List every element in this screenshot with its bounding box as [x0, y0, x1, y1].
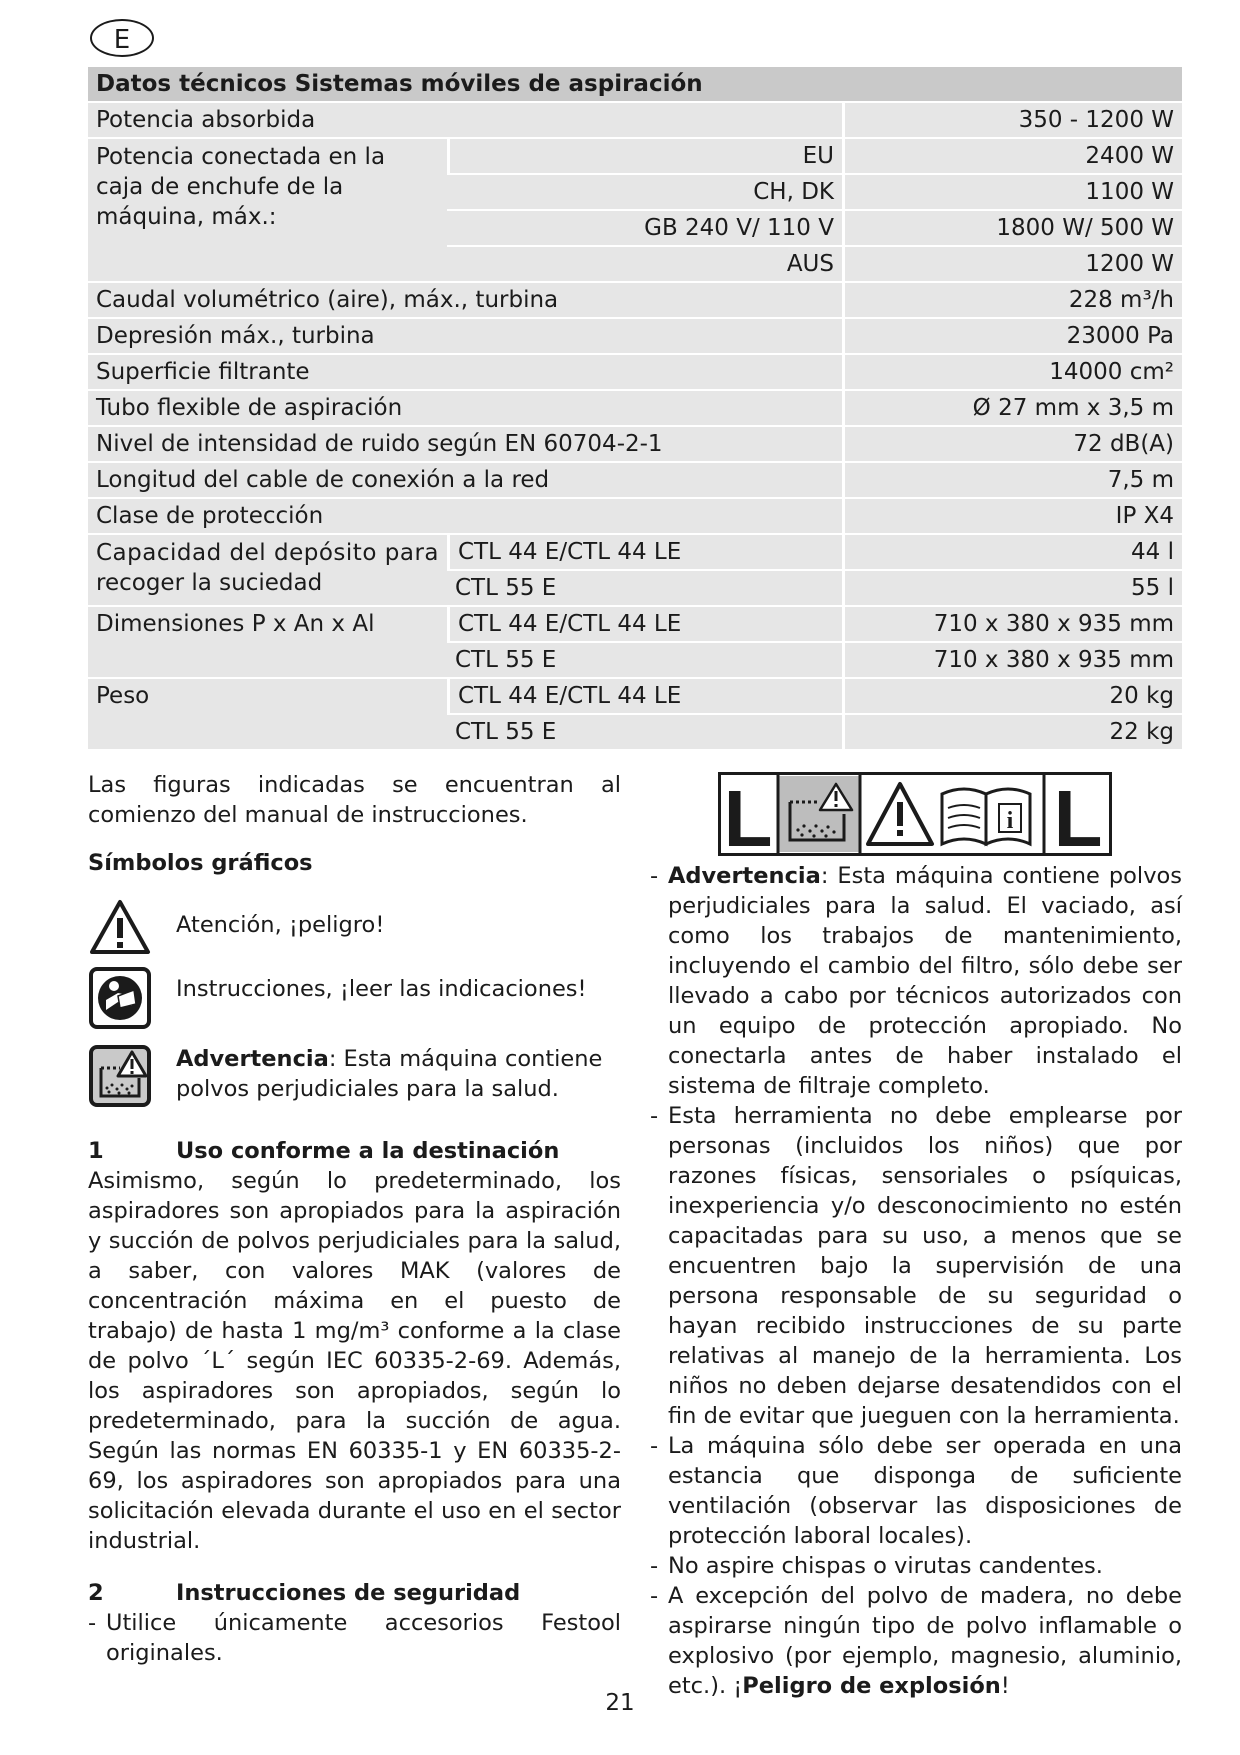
row-label: Potencia conectada en la caja de enchufe de la máquina, máx.:	[88, 139, 447, 281]
list-item-text: : Esta máquina contiene polvos perjudiciales para la salud. El vaciado, así como los trabajos de mantenimiento, incluyendo el cambio del filtro, sólo debe ser llevado a cabo por técnicos autorizados con un equipo de protección apropiado. No conectarla antes de haber instalado el sistema de filtraje completo.	[668, 863, 1182, 1099]
row-label: Depresión máx., turbina	[88, 319, 842, 353]
language-badge: E	[90, 19, 154, 57]
symbol-row	[88, 966, 621, 1030]
symbols-heading: Símbolos gráficos	[88, 850, 313, 876]
region-cell: GB 240 V/ 110 V	[447, 211, 842, 245]
section-2-list	[88, 1608, 621, 1668]
list-item-text: !	[1000, 1673, 1010, 1699]
model-cell: CTL 44 E/CTL 44 LE	[447, 535, 842, 569]
model-cell: CTL 55 E	[447, 643, 842, 677]
row-label: Potencia absorbida	[88, 103, 842, 137]
model-cell: CTL 44 E/CTL 44 LE	[447, 679, 842, 713]
region-cell: AUS	[447, 247, 842, 281]
table-row	[88, 319, 1182, 353]
table-row	[88, 391, 1182, 425]
section-heading: Uso conforme a la destinación	[176, 1138, 560, 1164]
row-value: 22 kg	[842, 715, 1182, 749]
row-label: Clase de protección	[88, 499, 842, 533]
model-cell: CTL 55 E	[447, 715, 842, 749]
row-label: Dimensiones P x An x Al	[88, 607, 447, 677]
table-row	[88, 103, 1182, 137]
row-label: Caudal volumétrico (aire), máx., turbina	[88, 283, 842, 317]
row-value: 7,5 m	[842, 463, 1182, 497]
row-value: Ø 27 mm x 3,5 m	[842, 391, 1182, 425]
svg-text:i: i	[1006, 808, 1014, 834]
section-heading: Instrucciones de seguridad	[176, 1580, 521, 1606]
row-value: 72 dB(A)	[842, 427, 1182, 461]
list-item: - La máquina sólo debe ser operada en una estancia que disponga de suficiente ventilación (observar las disposiciones de protección laboral locales).	[650, 1431, 1182, 1551]
row-value: 1100 W	[842, 175, 1182, 209]
list-item: - No aspire chispas o virutas candentes.	[650, 1551, 1182, 1581]
list-item-text: A excepción del polvo de madera, no debe aspirarse ningún tipo de polvo inflamable o explosivo (por ejemplo, magnesio, aluminio, etc.). ¡	[668, 1583, 1182, 1699]
row-label: Peso	[88, 679, 447, 749]
symbol-row	[88, 1044, 621, 1108]
symbol-row	[88, 896, 621, 960]
list-item: - Esta herramienta no debe emplearse por personas (incluidos los niños) que por razones físicas, sensoriales o psíquicas, inexperiencia y/o desconocimiento no estén capacitadas para su uso, a menos que se encuentren bajo la supervisión de una persona responsable de su seguridad o hayan recibido instrucciones de su parte relativas al manejo de la herramienta. Los niños no deben dejarse desatendidos con el fin de evitar que jueguen con la herramienta.	[650, 1101, 1182, 1431]
section-2-title	[88, 1578, 621, 1608]
safety-list	[650, 861, 1182, 1701]
row-label: Superficie filtrante	[88, 355, 842, 389]
row-label: Nivel de intensidad de ruido según EN 60704-2-1	[88, 427, 842, 461]
dust-class-letter: L	[723, 774, 773, 856]
row-value: 20 kg	[842, 679, 1182, 713]
table-row	[88, 679, 1182, 713]
list-item	[650, 1581, 1182, 1701]
capacity-label-line: recoger la suciedad	[96, 570, 323, 596]
symbol-text: Atención, ¡peligro!	[176, 912, 385, 938]
dust-class-letter: L	[1053, 774, 1103, 856]
table-row	[88, 355, 1182, 389]
section-number: 1	[88, 1138, 104, 1164]
table-title: Datos técnicos Sistemas móviles de aspiración	[88, 67, 1182, 101]
row-value: 1200 W	[842, 247, 1182, 281]
section-1-text: Asimismo, según lo predeterminado, los aspiradores son apropiados para la aspiración y succión de polvos perjudiciales para la salud, a saber, con valores MAK (valores de concentración máxima en el puesto de trabajo) de hasta 1 mg/m³ conforme a la clase de polvo ´L´ según IEC 60335-2-69. Además, los aspiradores son apropiados, según lo predeterminado, para la succión de agua. Según las normas EN 60335-1 y EN 60335-2-69, los aspiradores son apropiados para una solicitación elevada durante el uso en el sector industrial.	[88, 1168, 621, 1554]
explosion-warning: Peligro de explosión	[742, 1673, 1001, 1699]
row-value: 350 - 1200 W	[842, 103, 1182, 137]
row-value: 710 x 380 x 935 mm	[842, 607, 1182, 641]
dust-class-sign-strip	[718, 772, 1112, 856]
row-label	[88, 535, 447, 605]
dust-warning-text	[176, 1044, 621, 1104]
table-row	[88, 607, 1182, 641]
table-row	[88, 139, 1182, 173]
row-value: 14000 cm²	[842, 355, 1182, 389]
region-cell: CH, DK	[447, 175, 842, 209]
table-row	[88, 499, 1182, 533]
section-1-title	[88, 1136, 621, 1166]
row-label: Tubo flexible de aspiración	[88, 391, 842, 425]
technical-data-table	[88, 65, 1182, 751]
row-value: 44 l	[842, 535, 1182, 569]
table-header-row	[88, 67, 1182, 101]
model-cell: CTL 44 E/CTL 44 LE	[447, 607, 842, 641]
row-label: Longitud del cable de conexión a la red	[88, 463, 842, 497]
row-value: 55 l	[842, 571, 1182, 605]
table-row	[88, 427, 1182, 461]
right-column	[650, 861, 1182, 1701]
warning-label: Advertencia	[668, 863, 821, 889]
warning-label: Advertencia	[176, 1046, 329, 1072]
table-row	[88, 535, 1182, 569]
table-row	[88, 283, 1182, 317]
intro-text: Las figuras indicadas se encuentran al comienzo del manual de instrucciones.	[88, 772, 621, 828]
page-number: 21	[605, 1690, 635, 1716]
hazardous-dust-icon	[88, 1044, 152, 1108]
read-instructions-icon	[88, 966, 152, 1030]
row-value: 1800 W/ 500 W	[842, 211, 1182, 245]
table-row	[88, 463, 1182, 497]
row-value: 2400 W	[842, 139, 1182, 173]
row-value: 228 m³/h	[842, 283, 1182, 317]
model-cell: CTL 55 E	[447, 571, 842, 605]
row-value: 23000 Pa	[842, 319, 1182, 353]
region-cell: EU	[447, 139, 842, 173]
list-item: - Utilice únicamente accesorios Festool originales.	[88, 1608, 621, 1668]
symbol-text: Instrucciones, ¡leer las indicaciones!	[176, 976, 587, 1002]
warning-triangle-icon	[88, 896, 152, 960]
warning-text: : Esta máquina contiene polvos perjudiciales para la salud.	[176, 1046, 603, 1102]
row-value: 710 x 380 x 935 mm	[842, 643, 1182, 677]
section-number: 2	[88, 1580, 104, 1606]
list-item	[650, 861, 1182, 1101]
row-value: IP X4	[842, 499, 1182, 533]
capacity-label-line: Capacidad del depósito para	[96, 540, 439, 566]
left-column	[88, 770, 621, 1668]
